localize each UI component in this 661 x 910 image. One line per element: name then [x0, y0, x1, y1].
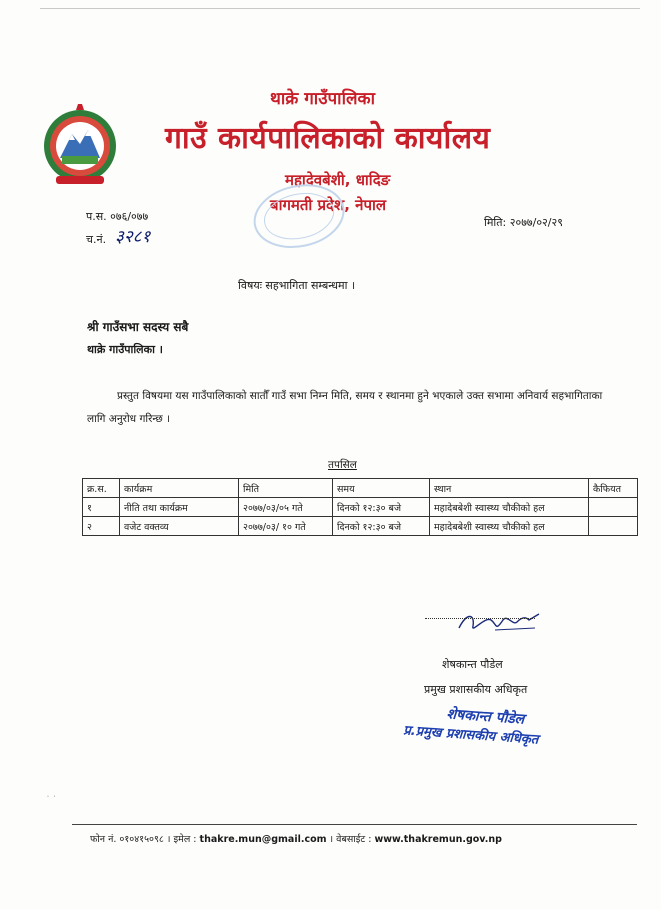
table-row: [83, 498, 638, 517]
cell-time: दिनको १२:३० बजे: [333, 498, 430, 517]
cell-time: दिनको १२:३० बजे: [333, 517, 430, 536]
annex-title: तपसिल: [328, 459, 357, 471]
subject-line: विषयः सहभागिता सम्बन्धमा ।: [238, 279, 356, 292]
cell-date: २०७७/०३/ १० गते: [239, 517, 333, 536]
footer-web-label: । वेबसाईट :: [326, 834, 375, 845]
stamp-name: शेषकान्त पौडेल: [446, 706, 525, 728]
signer-name: शेषकान्त पौडेल: [442, 658, 503, 671]
scan-speck: ˙ ˙: [46, 795, 57, 804]
footer-contact: [90, 832, 502, 845]
header-program: कार्यक्रम: [120, 479, 239, 498]
nepal-emblem-icon: [36, 100, 124, 188]
schedule-table: [82, 478, 638, 536]
stamp-title: प्र.प्रमुख प्रशासकीय अधिकृत: [402, 723, 539, 748]
municipality-name: थाक्रे गाउँपालिका: [270, 89, 375, 109]
footer-email[interactable]: thakre.mun@gmail.com: [199, 834, 327, 845]
addressee-line-2: थाक्रे गाउँपालिका ।: [87, 343, 163, 356]
cell-venue: महादेबबेशी स्वास्थ्य चौकीको हल: [430, 498, 589, 517]
seal-icon: [243, 172, 355, 261]
cell-program: वजेट वक्तव्य: [120, 517, 239, 536]
cell-remarks: [589, 517, 638, 536]
cell-program: नीति तथा कार्यक्रम: [120, 498, 239, 517]
faint-seal-mark: [243, 169, 367, 270]
letter-date: मिति: २०७७/०२/२९: [484, 216, 563, 229]
header-date: मिति: [239, 479, 333, 498]
body-paragraph: प्रस्तुत विषयमा यस गाउँपालिकाको सातौँ गाउँ सभा निम्न मिति, समय र स्थानमा हुने भएकाले उक्त सभामा अनिवार्य सहभागिताका लागि अनुरोध गरिन्छ ।: [87, 390, 603, 425]
footer-phone: फोन नं. ०१०४१५०९८ । इमेल :: [90, 834, 200, 845]
dispatch-number-handwritten: ३२८१: [115, 227, 151, 247]
top-border-line: [40, 8, 640, 9]
addressee-line-1: श्री गाउँसभा सदस्य सबै: [87, 320, 189, 334]
cell-serial: १: [83, 498, 120, 517]
signer-title: प्रमुख प्रशासकीय अधिकृत: [424, 683, 528, 696]
signature-scribble: [455, 608, 545, 636]
table-row: [83, 517, 638, 536]
header-time: समय: [333, 479, 430, 498]
table-header-row: [83, 479, 638, 498]
signature-line: [425, 618, 535, 619]
address-line-2: बागमती प्रदेश, नेपाल: [270, 196, 387, 214]
header-venue: स्थान: [430, 479, 589, 498]
dispatch-label: च.नं.: [86, 233, 107, 246]
address-line-1: महादेवबेशी, धादिङ: [285, 171, 391, 189]
footer-divider: [72, 824, 637, 825]
cell-date: २०७७/०३/०५ गते: [239, 498, 333, 517]
cell-venue: महादेबबेशी स्वास्थ्य चौकीको हल: [430, 517, 589, 536]
office-title: गाउँ कार्यपालिकाको कार्यालय: [165, 121, 491, 156]
cell-serial: २: [83, 517, 120, 536]
footer-website[interactable]: www.thakremun.gov.np: [374, 834, 502, 845]
header-serial: क्र.स.: [83, 479, 120, 498]
header-remarks: कैफियत: [589, 479, 638, 498]
reference-number: प.स. ०७६/०७७: [86, 210, 149, 223]
cell-remarks: [589, 498, 638, 517]
official-stamp: [403, 701, 540, 747]
